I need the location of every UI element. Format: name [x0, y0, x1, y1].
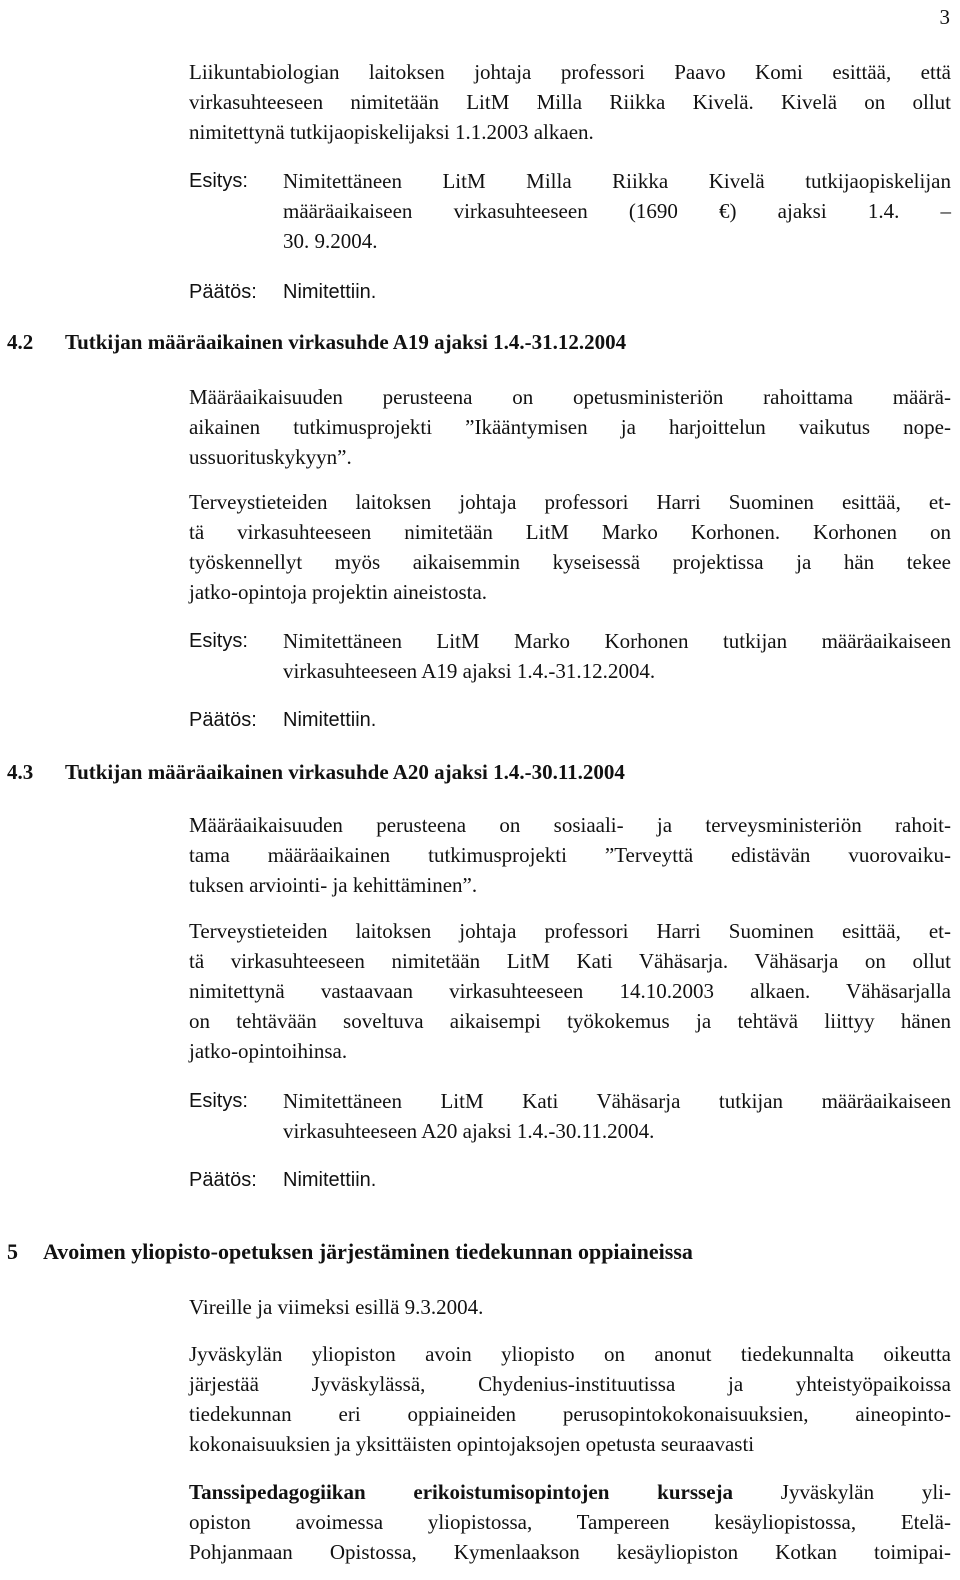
paatos-label: Päätös:: [189, 281, 257, 303]
text-line: tama määräaikainen tutkimusprojekti ”Terveyttä edistävän vuorovaiku-: [189, 843, 951, 867]
paatos-value: Nimitettiin.: [283, 1169, 377, 1191]
text-line: tuksen arviointi- ja kehittäminen”.: [189, 873, 478, 897]
paatos-value: Nimitettiin.: [283, 281, 377, 303]
text-line: Pohjanmaan Opistossa, Kymenlaakson kesäyliopiston Kotkan toimipai-: [189, 1540, 951, 1564]
text-line: työskennellyt myös aikaisemmin kyseisessä projektissa ja hän tekee: [189, 550, 951, 574]
section-5-para-1: [189, 1339, 951, 1459]
section-number: 4.3: [7, 760, 34, 784]
text-line: nimitettynä tutkijaopiskelijaksi 1.1.2003 alkaen.: [189, 120, 594, 144]
text-line: opiston avoimessa yliopistossa, Tampereen kesäyliopistossa, Etelä-: [189, 1510, 951, 1534]
text-fragment: Jyväskylän yli-: [733, 1480, 952, 1504]
text-line: Vireille ja viimeksi esillä 9.3.2004.: [189, 1295, 484, 1319]
text-line: tä virkasuhteeseen nimitetään LitM Kati Vähäsarja. Vähäsarja on ollut: [189, 949, 951, 973]
section-5-para-2: [189, 1477, 951, 1567]
text-line: Määräaikaisuuden perusteena on sosiaali- ja terveysministeriön rahoit-: [189, 813, 951, 837]
section-4-3-para-2: [189, 916, 951, 1066]
section-5-pending: [189, 1292, 951, 1322]
text-line: Nimitettäneen LitM Kati Vähäsarja tutkijan määräaikaiseen: [283, 1089, 951, 1113]
section-title: Tutkijan määräaikainen virkasuhde A19 ajaksi 1.4.-31.12.2004: [65, 330, 627, 354]
paatos-label: Päätös:: [189, 1169, 257, 1191]
paatos-value: Nimitettiin.: [283, 709, 377, 731]
text-line: jatko-opintoja projektin aineistosta.: [189, 580, 488, 604]
section-4-2-para-1: [189, 382, 951, 472]
text-line: tä virkasuhteeseen nimitetään LitM Marko Korhonen. Korhonen on: [189, 520, 951, 544]
text-line: virkasuhteeseen nimitetään LitM Milla Riikka Kivelä. Kivelä on ollut: [189, 90, 951, 114]
esitys-label: Esitys:: [189, 630, 248, 652]
section-heading-5: [7, 1237, 693, 1267]
text-line: virkasuhteeseen A20 ajaksi 1.4.-30.11.2004.: [283, 1119, 655, 1143]
text-line: aikainen tutkimusprojekti ”Ikääntymisen ja harjoittelun vaikutus nope-: [189, 415, 951, 439]
text-line: Liikuntabiologian laitoksen johtaja professori Paavo Komi esittää, että: [189, 60, 951, 84]
text-line: Terveystieteiden laitoksen johtaja professori Harri Suominen esittää, et-: [189, 919, 951, 943]
esitys-text: [283, 166, 951, 256]
text-line: Terveystieteiden laitoksen johtaja professori Harri Suominen esittää, et-: [189, 490, 951, 514]
text-line: nimitettynä vastaavaan virkasuhteeseen 14.10.2003 alkaen. Vähäsarjalla: [189, 979, 951, 1003]
text-line: järjestää Jyväskylässä, Chydenius-instituutissa ja yhteistyöpaikoissa: [189, 1372, 951, 1396]
text-line: tiedekunnan eri oppiaineiden perusopintokokonaisuuksien, aineopinto-: [189, 1402, 951, 1426]
esitys-label: Esitys:: [189, 1090, 248, 1112]
section-4-2-para-2: [189, 487, 951, 607]
text-line: Määräaikaisuuden perusteena on opetusministeriön rahoittama määrä-: [189, 385, 951, 409]
text-line: Nimitettäneen LitM Milla Riikka Kivelä tutkijaopiskelijan: [283, 169, 951, 193]
text-line: [189, 1477, 951, 1507]
text-line: ussuorituskykyyn”.: [189, 445, 352, 469]
section-number: 5: [7, 1239, 18, 1264]
intro-paragraph: [189, 57, 951, 147]
text-line: virkasuhteeseen A19 ajaksi 1.4.-31.12.2004.: [283, 659, 656, 683]
section-heading-4-2: [7, 327, 626, 357]
section-number: 4.2: [7, 330, 34, 354]
esitys-label: Esitys:: [189, 170, 248, 192]
text-line: Nimitettäneen LitM Marko Korhonen tutkijan määräaikaiseen: [283, 629, 951, 653]
text-line: kokonaisuuksien ja yksittäisten opintojaksojen opetusta seuraavasti: [189, 1432, 755, 1456]
page-number: 3: [939, 5, 950, 29]
section-title: Tutkijan määräaikainen virkasuhde A20 ajaksi 1.4.-30.11.2004: [65, 760, 625, 784]
section-heading-4-3: [7, 757, 625, 787]
section-4-3-para-1: [189, 810, 951, 900]
esitys-text: [283, 626, 951, 686]
text-line: on tehtävään soveltuva aikaisempi työkokemus ja tehtävä liittyy hänen: [189, 1009, 951, 1033]
text-line: jatko-opintoihinsa.: [189, 1039, 348, 1063]
text-line: Jyväskylän yliopiston avoin yliopisto on anonut tiedekunnalta oikeutta: [189, 1342, 951, 1366]
section-title: Avoimen yliopisto-opetuksen järjestäminen tiedekunnan oppiaineissa: [43, 1239, 693, 1264]
esitys-text: [283, 1086, 951, 1146]
paatos-label: Päätös:: [189, 709, 257, 731]
bold-lead-text: Tanssipedagogiikan erikoistumisopintojen kursseja: [189, 1480, 734, 1504]
text-line: määräaikaiseen virkasuhteeseen (1690 €) ajaksi 1.4. –: [283, 199, 951, 223]
text-line: 30. 9.2004.: [283, 229, 378, 253]
